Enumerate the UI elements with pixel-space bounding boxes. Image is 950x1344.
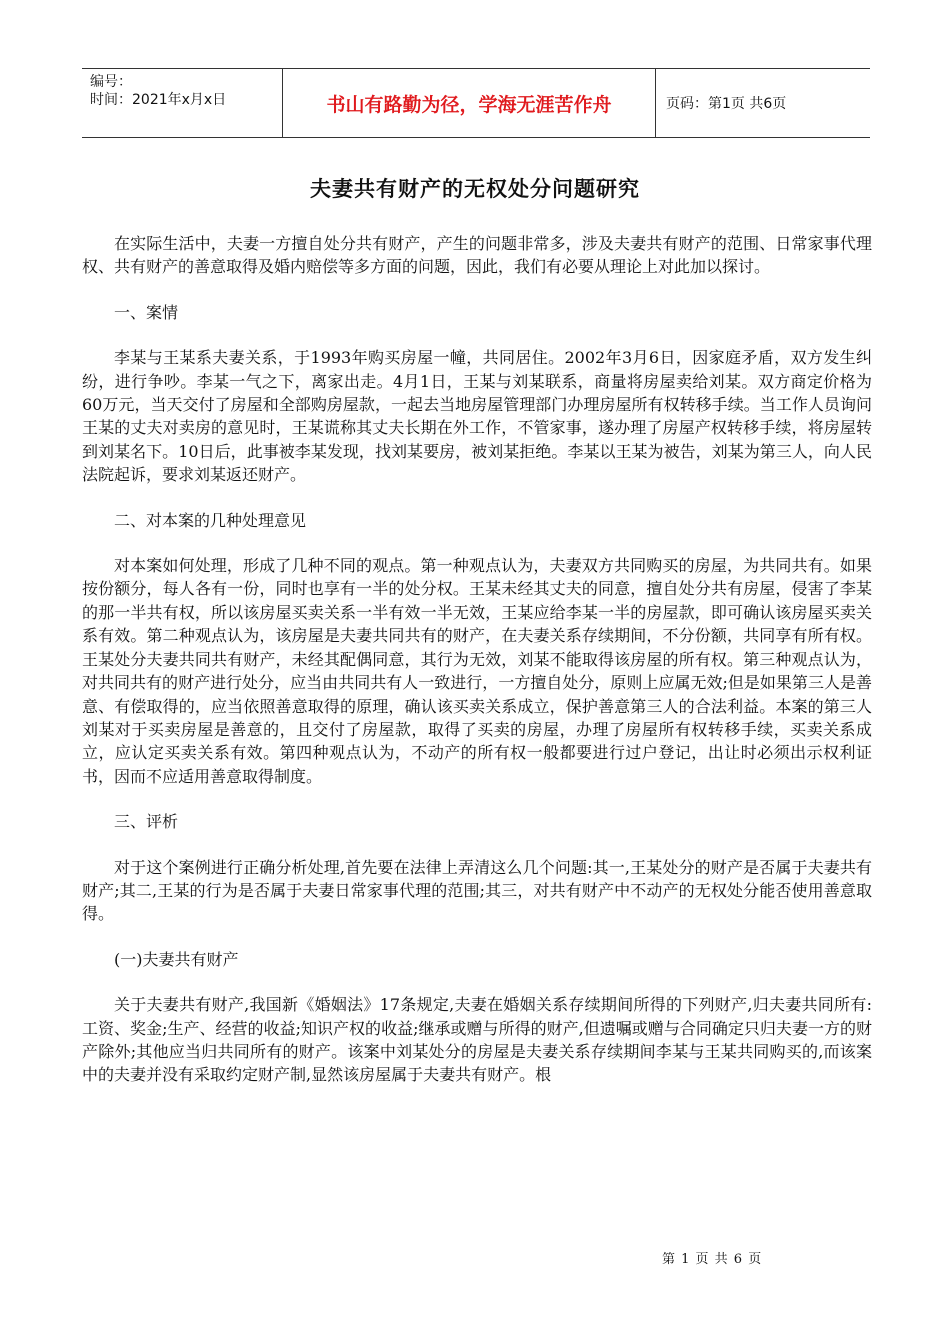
header-page-cell (656, 69, 870, 137)
header-page-info: 页码：第1页 共6页 (666, 96, 787, 112)
document-title: 夫妻共有财产的无权处分问题研究 (310, 177, 640, 201)
subsection-heading-joint-property: (一)夫妻共有财产 (114, 949, 239, 969)
header-motto: 书山有路勤为径，学海无涯苦作舟 (326, 93, 612, 116)
header-motto-cell (283, 69, 656, 137)
section-heading-opinions: 二、对本案的几种处理意见 (114, 510, 307, 530)
section-heading-analysis: 三、评析 (114, 812, 179, 832)
analysis-paragraph: 对于这个案例进行正确分析处理,首先要在法律上弄清这么几个问题:其一,王某处分的财产是否属于夫妻共有财产;其二,王某的行为是否属于夫妻日常家事代理的范围;其三，对共有财产中不动产的无权处分能否使用善意取得。 (82, 857, 872, 924)
document-time-label: 时间：2021年x月x日 (90, 92, 227, 108)
case-paragraph: 李某与王某系夫妻关系，于1993年购买房屋一幢，共同居住。2002年3月6日，因家庭矛盾，双方发生纠纷，进行争吵。李某一气之下，离家出走。4月1日，王某与刘某联系，商量将房屋卖给刘某。双方商定价格为60万元，当天交付了房屋和全部购房屋款，一起去当地房屋管理部门办理房屋所有权转移手续。当工作人员询问王某的丈夫对卖房的意见时，王某谎称其丈夫长期在外工作，不管家事，遂办理了房屋产权转移手续，将房屋转到刘某名下。10日后，此事被李某发现，找刘某要房，被刘某拒绝。李某以王某为被告，刘某为第三人，向人民法院起诉，要求刘某返还财产。 (82, 348, 872, 485)
header-table (82, 68, 870, 138)
intro-paragraph: 在实际生活中，夫妻一方擅自处分共有财产，产生的问题非常多，涉及夫妻共有财产的范围、日常家事代理权、共有财产的善意取得及婚内赔偿等多方面的问题，因此，我们有必要从理论上对此加以探讨。 (82, 234, 872, 277)
section-heading-case: 一、案情 (114, 302, 179, 322)
joint-property-paragraph: 关于夫妻共有财产,我国新《婚姻法》17条规定,夫妻在婚姻关系存续期间所得的下列财产,归夫妻共同所有:工资、奖金;生产、经营的收益;知识产权的收益;继承或赠与所得的财产,但遗嘱或赠与合同确定只归夫妻一方的财产除外;其他应当归共同所有的财产。该案中刘某处分的房屋是夫妻关系存续期间李某与王某共同购买的,而该案中的夫妻并没有采取约定财产制,显然该房屋属于夫妻共有财产。根 (82, 995, 872, 1085)
opinions-paragraph: 对本案如何处理，形成了几种不同的观点。第一种观点认为，夫妻双方共同购买的房屋，为共同共有。如果按份额分，每人各有一份，同时也享有一半的处分权。王某未经其丈夫的同意，擅自处分共有房屋，侵害了李某的那一半共有权，所以该房屋买卖关系一半有效一半无效，王某应给李某一半的房屋款，即可确认该房屋买卖关系有效。第二种观点认为，该房屋是夫妻共同共有的财产，在夫妻关系存续期间，不分份额，共同享有所有权。王某处分夫妻共同共有财产，未经其配偶同意，其行为无效，刘某不能取得该房屋的所有权。第三种观点认为，对共同共有的财产进行处分，应当由共同共有人一致进行，一方擅自处分，原则上应属无效;但是如果第三人是善意、有偿取得的，应当依照善意取得的原理，确认该买卖关系成立，保护善意第三人的合法利益。本案的第三人刘某对于买卖房屋是善意的，且交付了房屋款，取得了买卖的房屋，办理了房屋所有权转移手续，买卖关系成立，应认定买卖关系有效。第四种观点认为，不动产的所有权一般都要进行过户登记，出让时必须出示权利证书，因而不应适用善意取得制度。 (82, 556, 872, 786)
page-footer: 第 1 页 共 6 页 (662, 1252, 763, 1267)
document-body (82, 232, 872, 1087)
document-number-label: 编号： (90, 74, 132, 90)
header-left-cell (82, 69, 283, 137)
